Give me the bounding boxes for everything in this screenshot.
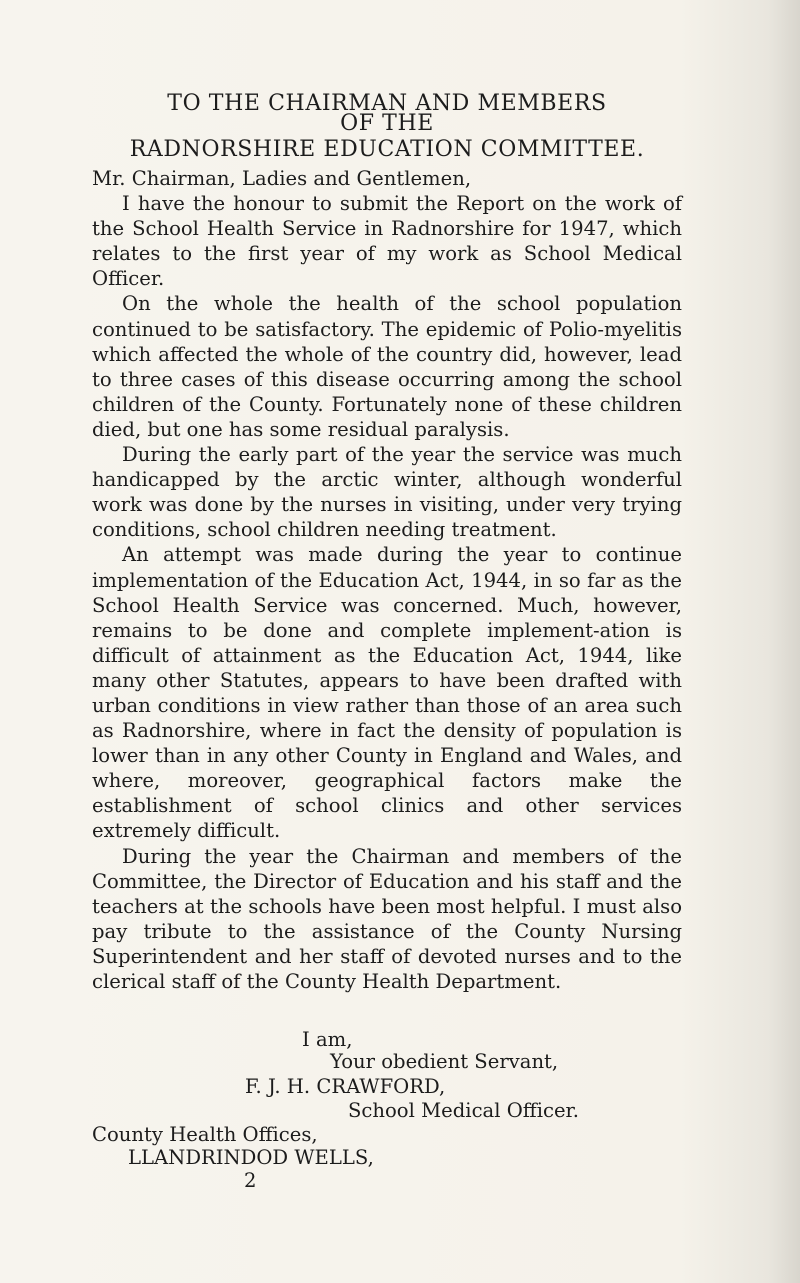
servant-line: Your obedient Servant, <box>330 1050 559 1073</box>
paragraph-health: On the whole the health of the school population continued to be satisfactory. The epidemic of Polio-myelitis which affected the whole of the country did, however, lead to three cases of this disease occurring among the school children of the County. Fortunately none of these children died, but one has some residual paralysis. <box>92 292 682 441</box>
signatory-title: School Medical Officer. <box>348 1099 579 1122</box>
heading-line-3: RADNORSHIRE EDUCATION COMMITTEE. <box>129 137 645 162</box>
paragraph-intro: I have the honour to submit the Report on the work of the School Health Service in Radnorshire for 1947, which relates to the first year of my work as School Medical Officer. <box>92 192 682 291</box>
page-number: 2 <box>244 1169 257 1192</box>
heading-line-1: TO THE CHAIRMAN AND MEMBERS <box>167 91 607 116</box>
salutation: Mr. Chairman, Ladies and Gentlemen, <box>92 167 472 190</box>
letter-body <box>92 166 682 994</box>
paragraph-thanks: During the year the Chairman and members of the Committee, the Director of Education and his staff and the teachers at the schools have been most helpful. I must also pay tribute to the assistance of the County Nursing Superintendent and her staff of devoted nurses and to the clerical staff of the County Health Department. <box>92 844 682 993</box>
paragraph-education-act: An attempt was made during the year to continue implementation of the Education Act, 1944, in so far as the School Health Service was concerned. Much, however, remains to be done and complete implement-ation is difficult of attainment as the Education Act, 1944, like many other Statutes, appears to have been drafted with urban conditions in view rather than those of an area such as Radnorshire, where in fact the density of population is lower than in any other County in England and Wales, and where, moreover, geographical factors make the establishment of school clinics and other services extremely difficult. <box>92 543 682 843</box>
address-office: County Health Offices, <box>92 1123 318 1146</box>
signatory-name: F. J. H. CRAWFORD, <box>245 1075 446 1098</box>
heading-line-2: OF THE <box>340 111 434 136</box>
address-town: LLANDRINDOD WELLS, <box>128 1146 374 1169</box>
paragraph-winter: During the early part of the year the service was much handicapped by the arctic winter, although wonderful work was done by the nurses in visiting, under very trying conditions, school children needing treatment. <box>92 443 682 542</box>
closing-line: I am, <box>302 1028 353 1051</box>
